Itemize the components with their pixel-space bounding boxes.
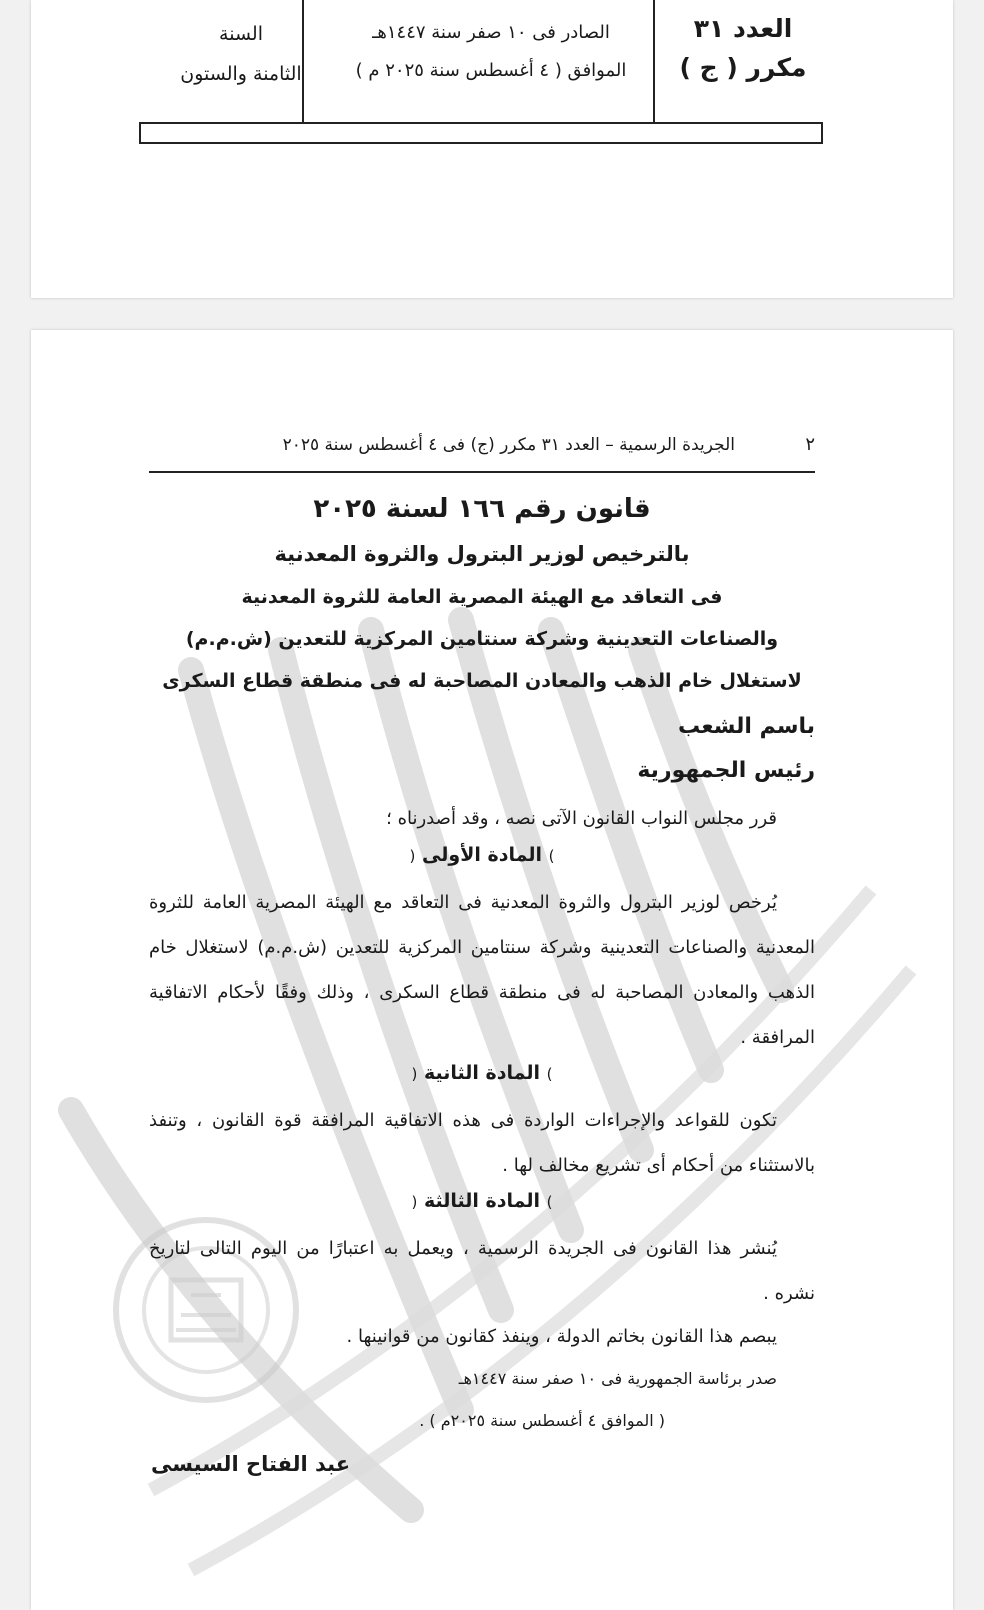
year-value: الثامنة والستون bbox=[180, 63, 302, 85]
running-head-title: الجريدة الرسمية – العدد ٣١ مكرر (ج) فى ٤ أغسطس سنة ٢٠٢٥ bbox=[282, 435, 735, 455]
law-title-line-2: والصناعات التعدينية وشركة سنتامين المركزية للتعدين (ش.م.م) bbox=[185, 628, 779, 650]
law-subtitle: بالترخيص لوزير البترول والثروة المعدنية bbox=[274, 542, 690, 566]
issue-date-cell bbox=[331, 14, 651, 90]
article-2-text: تكون للقواعد والإجراءات الواردة فى هذه الاتفاقية المرافقة قوة القانون ، وتنفذ بالاستثناء من أحكام أى تشريع مخالف لها . bbox=[149, 1110, 815, 1176]
masthead-sheet bbox=[31, 0, 953, 298]
issued-line: الصادر فى ١٠ صفر سنة ١٤٤٧هـ bbox=[372, 22, 610, 43]
issue-number-cell bbox=[663, 16, 823, 94]
issue-number: العدد ٣١ bbox=[693, 14, 793, 43]
in-name-of-people: باسم الشعب bbox=[678, 714, 815, 739]
article-1-text: يُرخص لوزير البترول والثروة المعدنية فى التعاقد مع الهيئة المصرية العامة للثروة المعدنية والصناعات التعدينية وشركة سنتامين المركزية للتعدين (ش.م.م) لاستغلال خام الذهب والمعادن المصاحبة له فى منطقة قطاع السكرى ، وذلك وفقًا لأحكام الاتفاقية المرافقة . bbox=[149, 892, 815, 1048]
issued-at: صدر برئاسة الجمهورية فى ١٠ صفر سنة ١٤٤٧هـ bbox=[458, 1369, 777, 1388]
article-3-text: يُنشر هذا القانون فى الجريدة الرسمية ، ويعمل به اعتبارًا من اليوم التالى لتاريخ نشره . bbox=[149, 1238, 815, 1304]
issued-corresponding: ( الموافق ٤ أغسطس سنة ٢٠٢٥م ) . bbox=[419, 1411, 665, 1430]
preamble: قرر مجلس النواب القانون الآتى نصه ، وقد أصدرناه ؛ bbox=[386, 808, 777, 829]
law-title-line-3: لاستغلال خام الذهب والمعادن المصاحبة له فى منطقة قطاع السكرى bbox=[162, 670, 802, 692]
page-number: ٢ bbox=[805, 434, 815, 455]
masthead-divider bbox=[653, 0, 655, 124]
article-2-title: المادة الثانية bbox=[423, 1062, 541, 1084]
masthead-bottom-box bbox=[139, 122, 823, 144]
corresponding-line: الموافق ( ٤ أغسطس سنة ٢٠٢٥ م ) bbox=[355, 60, 627, 81]
article-1-heading: ) المادة الأولى ( bbox=[409, 844, 555, 866]
masthead-table bbox=[31, 0, 953, 124]
law-page bbox=[31, 330, 953, 1610]
header-rule bbox=[149, 471, 815, 473]
president-signature: عبد الفتاح السيسى bbox=[151, 1452, 351, 1476]
article-1-title: المادة الأولى bbox=[422, 844, 542, 866]
president-heading: رئيس الجمهورية bbox=[637, 758, 815, 783]
article-3-heading: ) المادة الثالثة ( bbox=[411, 1190, 553, 1212]
issue-suffix: مكرر ( ج ) bbox=[679, 53, 807, 82]
year-cell bbox=[151, 14, 331, 94]
article-2-heading: ) المادة الثانية ( bbox=[411, 1062, 553, 1084]
seal-clause: يبصم هذا القانون بخاتم الدولة ، وينفذ كقانون من قوانينها . bbox=[346, 1326, 777, 1347]
law-title-line-1: فى التعاقد مع الهيئة المصرية العامة للثروة المعدنية bbox=[241, 586, 723, 608]
year-label: السنة bbox=[219, 23, 263, 45]
article-3-title: المادة الثالثة bbox=[423, 1190, 541, 1212]
law-title: قانون رقم ١٦٦ لسنة ٢٠٢٥ bbox=[313, 494, 651, 524]
running-header bbox=[149, 430, 815, 460]
